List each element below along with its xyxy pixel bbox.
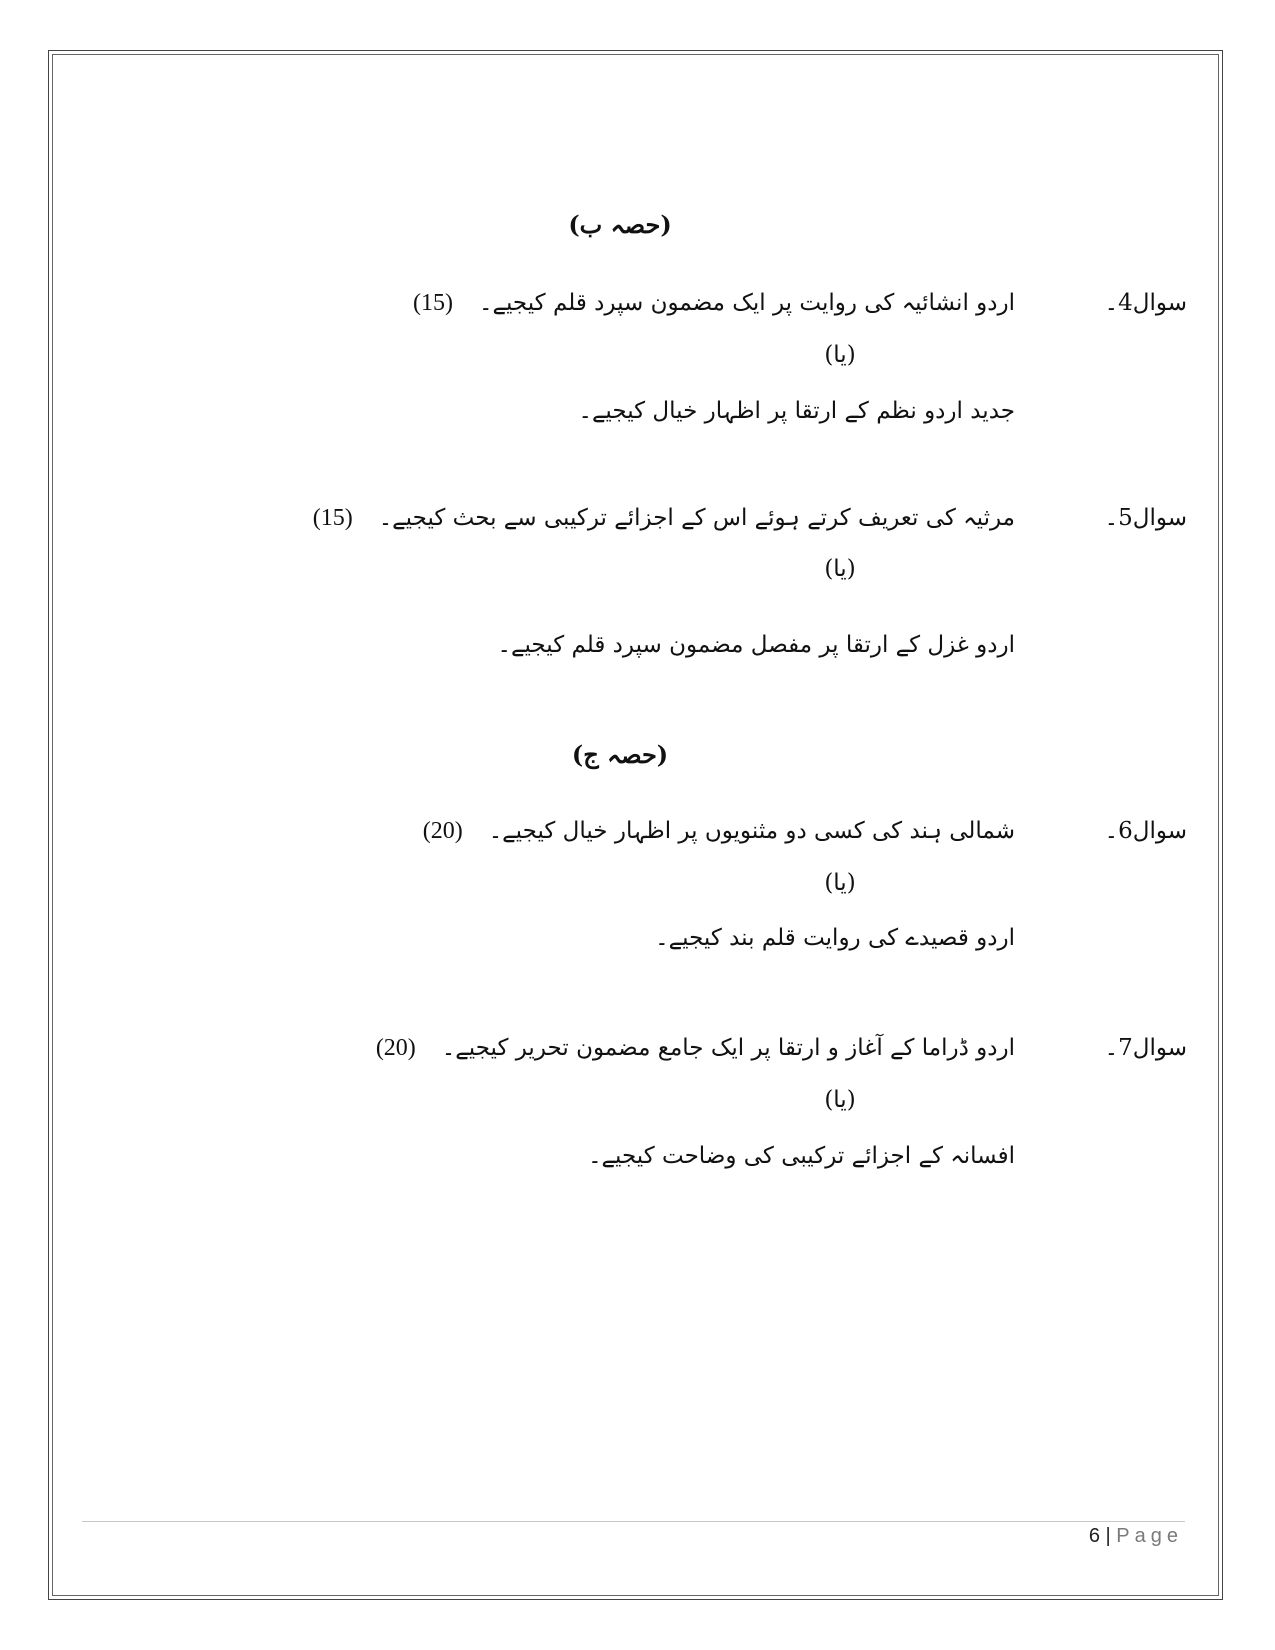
question-6-prompt: شمالی ہند کی کسی دو مثنویوں پر اظہار خیال کیجیے۔	[488, 818, 1015, 844]
question-6-text	[423, 818, 1015, 845]
page-footer	[1089, 1525, 1183, 1548]
section-title-c: (حصہ ج)	[571, 740, 669, 769]
question-7-alternative: افسانہ کے اجزائے ترکیبی کی وضاحت کیجیے۔	[588, 1143, 1015, 1169]
question-5-prompt: مرثیہ کی تعریف کرتے ہوئے اس کے اجزائے ترکیبی سے بحث کیجیے۔	[378, 505, 1015, 531]
footer-separator: |	[1105, 1525, 1111, 1547]
question-4-label: سوال4۔	[1104, 290, 1187, 316]
section-title-b: (حصہ ب)	[568, 210, 672, 239]
question-7-text	[376, 1035, 1015, 1062]
page-word: Page	[1116, 1525, 1183, 1547]
question-4-or: (یا)	[824, 342, 856, 368]
question-7-or: (یا)	[824, 1087, 856, 1113]
question-6-or: (یا)	[824, 870, 856, 896]
question-6-alternative: اردو قصیدے کی روایت قلم بند کیجیے۔	[655, 925, 1015, 951]
question-4-prompt: اردو انشائیہ کی روایت پر ایک مضمون سپرد قلم کیجیے۔	[479, 290, 1015, 316]
question-5-or: (یا)	[824, 556, 856, 582]
question-7-marks: (20)	[375, 1035, 416, 1061]
question-4-alternative: جدید اردو نظم کے ارتقا پر اظہار خیال کیجیے۔	[578, 398, 1015, 424]
question-7-prompt: اردو ڈراما کے آغاز و ارتقا پر ایک جامع مضمون تحریر کیجیے۔	[441, 1035, 1015, 1061]
question-5-label: سوال5۔	[1104, 505, 1187, 531]
question-4-text	[413, 290, 1015, 317]
question-4-marks: (15)	[413, 290, 453, 316]
page-number: 6	[1088, 1525, 1100, 1547]
question-5-marks: (15)	[312, 505, 353, 531]
question-5-text	[313, 505, 1015, 532]
question-7-label: سوال7۔	[1104, 1035, 1187, 1061]
question-5-alternative: اردو غزل کے ارتقا پر مفصل مضمون سپرد قلم کیجیے۔	[497, 632, 1015, 658]
question-6-label: سوال6۔	[1104, 818, 1187, 844]
footer-divider	[82, 1521, 1185, 1522]
question-6-marks: (20)	[422, 818, 463, 844]
